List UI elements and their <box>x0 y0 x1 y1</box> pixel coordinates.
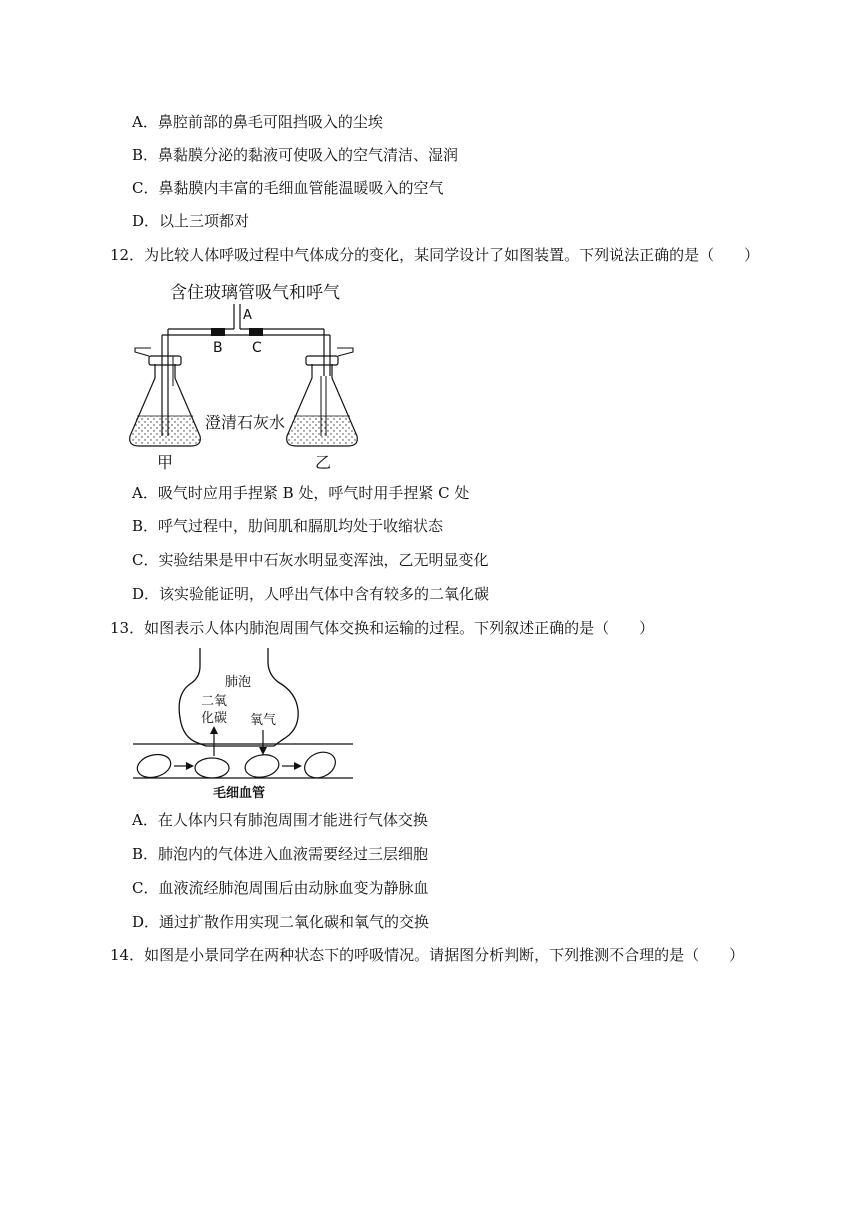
fig12-flask-jia-label: 甲 <box>157 453 174 472</box>
fig13-o2-label: 氧气 <box>250 713 277 728</box>
q13-option-a: A．在人体内只有肺泡周围才能进行气体交换 <box>132 811 428 829</box>
q11-option-d: D．以上三项都对 <box>132 212 250 230</box>
q12-apparatus-figure <box>125 276 365 476</box>
q13-option-d: D．通过扩散作用实现二氧化碳和氧气的交换 <box>132 913 430 931</box>
q11-option-b: B．鼻黏膜分泌的黏液可使吸入的空气清洁、湿润 <box>132 146 459 164</box>
clamp-b <box>211 328 225 336</box>
red-blood-cell <box>300 747 339 782</box>
q13-option-b: B．肺泡内的气体进入血液需要经过三层细胞 <box>132 845 429 863</box>
fig13-co2-line2: 化碳 <box>201 711 228 726</box>
fig12-top-label: 含住玻璃管吸气和呼气 <box>170 283 340 303</box>
fig12-flask-yi-label: 乙 <box>315 453 332 472</box>
q12-option-c: C．实验结果是甲中石灰水明显变浑浊，乙无明显变化 <box>132 551 489 569</box>
q13-stem: 13．如图表示人体内肺泡周围气体交换和运输的过程。下列叙述正确的是（ ） <box>110 619 655 637</box>
q14-stem: 14．如图是小景同学在两种状态下的呼吸情况。请据图分析判断，下列推测不合理的是（ ） <box>110 946 745 964</box>
q13-alveolus-figure <box>128 648 358 803</box>
clamp-c <box>249 328 263 336</box>
fig13-co2-line1: 二氧 <box>201 694 228 709</box>
fig12-label-c: C <box>252 340 262 356</box>
q12-option-a: A．吸气时应用手捏紧 B 处，呼气时用手捏紧 C 处 <box>132 484 470 502</box>
red-blood-cell <box>195 758 229 778</box>
red-blood-cell <box>135 751 174 781</box>
red-blood-cell <box>243 752 280 780</box>
q12-option-d: D．该实验能证明，人呼出气体中含有较多的二氧化碳 <box>132 585 490 603</box>
flask-jia <box>130 348 201 446</box>
fig13-capillary-label: 毛细血管 <box>213 786 266 801</box>
q12-stem: 12．为比较人体呼吸过程中气体成分的变化，某同学设计了如图装置。下列说法正确的是（ ） <box>110 246 760 264</box>
fig12-label-a: A <box>243 308 252 323</box>
fig12-label-b: B <box>213 340 223 356</box>
q11-option-c: C．鼻黏膜内丰富的毛细血管能温暖吸入的空气 <box>132 179 444 197</box>
q12-option-b: B．呼气过程中，肋间肌和膈肌均处于收缩状态 <box>132 517 444 535</box>
q13-option-c: C．血液流经肺泡周围后由动脉血变为静脉血 <box>132 879 429 897</box>
q11-option-a: A．鼻腔前部的鼻毛可阻挡吸入的尘埃 <box>132 113 383 131</box>
flask-yi <box>287 348 358 446</box>
fig12-liquid-label: 澄清石灰水 <box>205 413 286 432</box>
fig13-alveolus-label: 肺泡 <box>225 675 252 690</box>
